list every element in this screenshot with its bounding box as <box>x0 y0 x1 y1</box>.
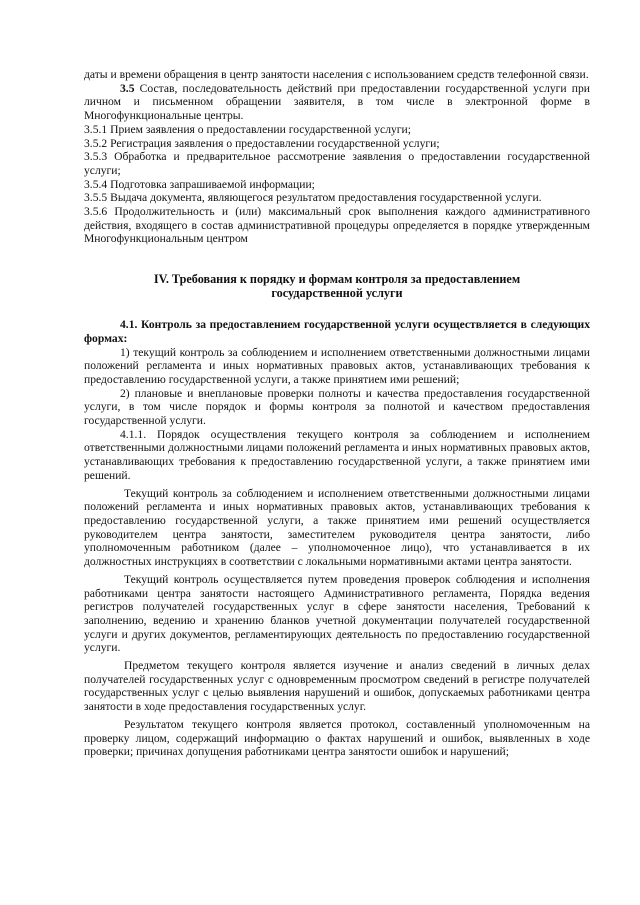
list-item: 3.5.1 Прием заявления о предоставлении государственной услуги; <box>84 122 411 136</box>
list-item: 2) плановые и внеплановые проверки полноты и качества предоставления государственной услуги, в том числе порядок и формы контроля за полнотой и качеством предоставления государственной услуги. <box>84 386 590 428</box>
list-item: 3.5.4 Подготовка запрашиваемой информации; <box>84 177 315 191</box>
list-item: 3.5.6 Продолжительность и (или) максимальный срок выполнения каждого административного действия, входящего в состав административной процедуры определяется в порядке утвержденным Многофункциональным центром <box>84 205 590 246</box>
section-3-5 <box>84 82 590 123</box>
list-item: 3.5.3 Обработка и предварительное рассмотрение заявления о предоставлении государственной услуги; <box>84 150 590 177</box>
section-heading: IV. Требования к порядку и формам контроля за предоставлением государственной услуги <box>153 272 521 301</box>
paragraph: 4.1.1. Порядок осуществления текущего контроля за соблюдением и исполнением ответственными должностными лицами положений регламента и иных нормативных правовых актов, устанавливающих требования к предоставлению государственной услуги, а также принятием ими решений. <box>84 427 590 482</box>
list-item: 1) текущий контроль за соблюдением и исполнением ответственными должностными лицами положений регламента и иных нормативных правовых актов, устанавливающих требования к предоставлению государственной услуги, а также принятием ими решений; <box>84 345 590 386</box>
paragraph: даты и времени обращения в центр занятости населения с использованием средств телефонной связи. <box>84 68 589 81</box>
paragraph: Результатом текущего контроля является протокол, составленный уполномоченным на проверку лицом, содержащий информацию о фактах нарушений и ошибок, выявленных в ходе проверки; причинах допущения работниками центра занятости ошибок и нарушений; <box>84 717 590 759</box>
paragraph: Предметом текущего контроля является изучение и анализ сведений в личных делах получателей государственных услуг с одновременным просмотром сведений в регистре получателей государственных услуг с целью выявления нарушений и ошибок, допускаемых работниками центра занятости в ходе предоставления государственных услуг. <box>84 659 590 714</box>
paragraph: Текущий контроль осуществляется путем проведения проверок соблюдения и исполнения работниками центра занятости настоящего Административного регламента, Порядка ведения регистров получателей государственных услуг в сфере занятости населения, Требований к заполнению, ведению и хранению бланков учетной документации получателей государственной услуги и других документов, регламентирующих деятельность по предоставлению государственной услуги. <box>84 572 590 655</box>
list-item: 3.5.5 Выдача документа, являющегося результатом предоставления государственной услуги. <box>84 191 542 205</box>
section-4-1: 4.1. Контроль за предоставлением государственной услуги осуществляется в следующих формах: <box>84 318 590 345</box>
paragraph: Текущий контроль за соблюдением и исполнением ответственными должностными лицами положений регламента и иных нормативных правовых актов, устанавливающих требования к предоставлению государственной услуги, а также принятием ими решений осуществляется руководителем центра занятости, заместителем руководителя центра занятости, либо уполномоченным работником (далее – уполномоченное лицо), что устанавливается в их должностных инструкциях в соответствии с локальными нормативными актами центра занятости. <box>84 486 590 569</box>
section-text: Состав, последовательность действий при предоставлении государственной услуги при личном и письменном обращении заявителя, в том числе в электронной форме в Многофункциональные центры. <box>84 81 590 123</box>
document-page <box>84 68 590 759</box>
list-item: 3.5.2 Регистрация заявления о предоставлении государственной услуги; <box>84 136 440 150</box>
section-number: 3.5 <box>120 81 135 95</box>
